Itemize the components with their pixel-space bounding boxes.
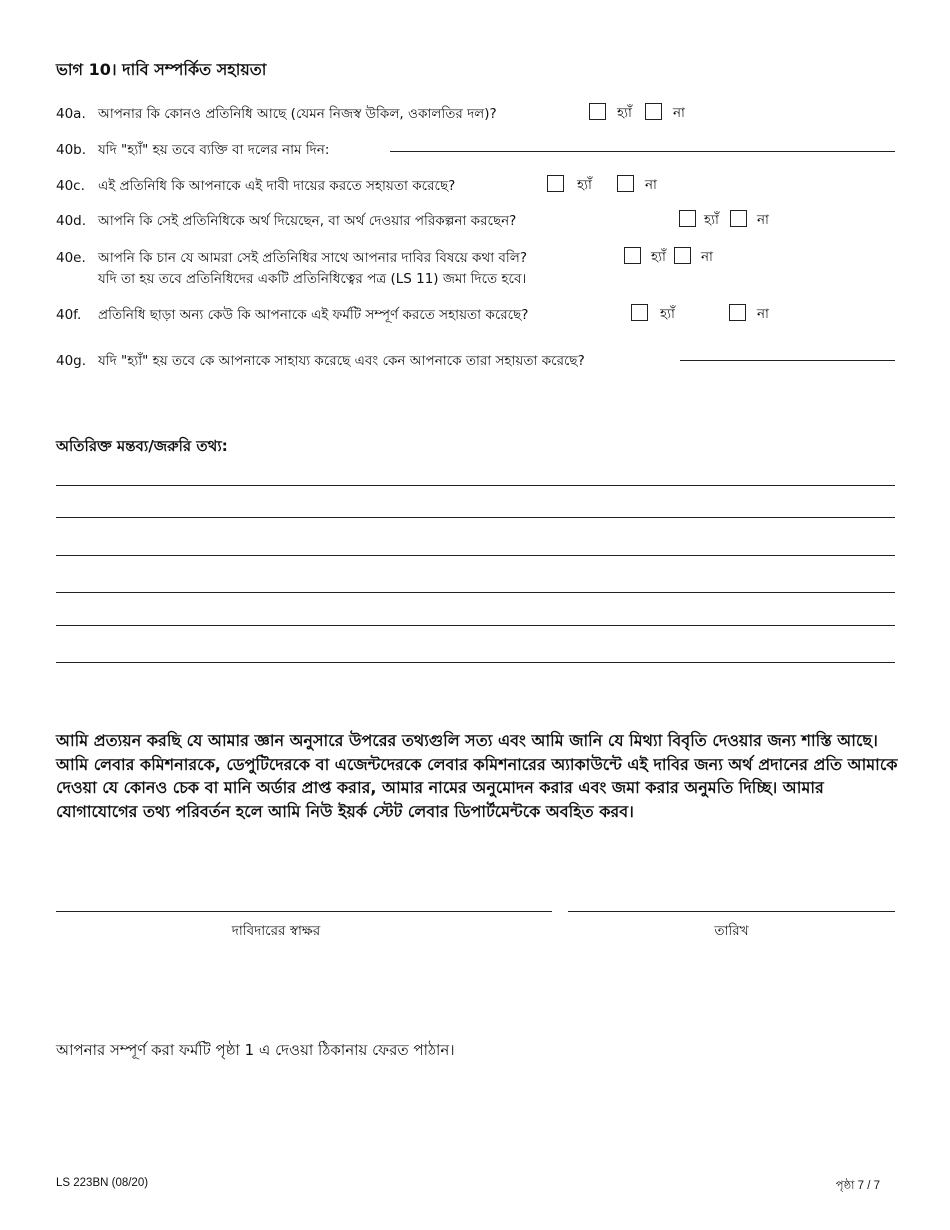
page-number: পৃষ্ঠা 7 / 7: [835, 1180, 880, 1192]
question-text: আপনার কি কোনও প্রতিনিধি আছে (যেমন নিজস্ব উকিল, ওকালতির দল)?: [98, 106, 497, 122]
q40c-no-checkbox[interactable]: [617, 175, 634, 192]
question-text: আপনি কি সেই প্রতিনিধিকে অর্থ দিয়েছেন, বা অর্থ দেওয়ার পরিকল্পনা করছেন?: [98, 213, 517, 229]
question-40b: [56, 139, 329, 162]
question-number: 40d.: [56, 213, 87, 229]
q40e-no-label: না: [701, 249, 713, 265]
q40e-yes-label: হ্যাঁ: [651, 249, 666, 265]
q40f-no-checkbox[interactable]: [729, 304, 746, 321]
q40c-no-label: না: [645, 177, 657, 193]
q40f-no-label: না: [757, 306, 769, 322]
q40d-yes-checkbox[interactable]: [679, 210, 696, 227]
signature-field[interactable]: [56, 911, 552, 912]
question-40c: [56, 175, 455, 198]
question-text: যদি "হ্যাঁ" হয় তবে কে আপনাকে সাহায্য করেছে এবং কেন আপনাকে তারা সহায়তা করেছে?: [98, 353, 585, 369]
question-number: 40g.: [56, 353, 87, 369]
return-instructions: আপনার সম্পূর্ণ করা ফর্মটি পৃষ্ঠা 1 এ দেওয়া ঠিকানায় ফেরত পাঠান।: [56, 1041, 455, 1059]
notes-line[interactable]: [56, 592, 895, 593]
question-text: যদি "হ্যাঁ" হয় তবে ব্যক্তি বা দলের নাম দিন:: [98, 142, 330, 158]
question-number: 40c.: [56, 178, 85, 194]
notes-line[interactable]: [56, 517, 895, 518]
notes-title: অতিরিক্ত মন্তব্য/জরুরি তথ্য:: [56, 437, 228, 455]
certification-statement: আমি প্রত্যয়ন করছি যে আমার জ্ঞান অনুসারে উপরের তথ্যগুলি সত্য এবং আমি জানি যে মিথ্যা বিবৃতি দেওয়ার জন্য শাস্তি আছে। আমি লেবার কমিশনারকে, ডেপুটিদেরকে বা এজেন্টদেরকে লেবার কমিশনারের অ্যাকাউন্টে এই দাবির জন্য অর্থ প্রদানের প্রতি আমাকে দেওয়া যে কোনও চেক বা মানি অর্ডার প্রাপ্ত করার, আমার নামের অনুমোদন করার এবং জমা করার অনুমতি দিচ্ছি। আমার যোগাযোগের তথ্য পরিবর্তন হলে আমি নিউ ইয়র্ক স্টেট লেবার ডিপার্টমেন্টকে অবহিত করব।: [56, 731, 898, 821]
question-40g: [56, 350, 585, 373]
notes-line[interactable]: [56, 625, 895, 626]
form-id: LS 223BN (08/20): [56, 1177, 149, 1189]
question-40f: [56, 304, 528, 327]
question-number: 40b.: [56, 142, 87, 158]
q40f-yes-checkbox[interactable]: [631, 304, 648, 321]
q40b-name-field[interactable]: [390, 151, 895, 152]
q40f-yes-label: হ্যাঁ: [660, 306, 675, 322]
question-text: আপনি কি চান যে আমরা সেই প্রতিনিধির সাথে আপনার দাবির বিষয়ে কথা বলি?: [98, 250, 528, 266]
notes-line[interactable]: [56, 662, 895, 663]
date-field[interactable]: [568, 911, 895, 912]
q40a-no-label: না: [673, 105, 685, 121]
question-40e: [56, 247, 527, 270]
question-40d: [56, 210, 516, 233]
question-number: 40f.: [56, 307, 82, 323]
question-40e-note: যদি তা হয় তবে প্রতিনিধিদের একটি প্রতিনিধিত্বের পত্র (LS 11) জমা দিতে হবে।: [98, 271, 527, 287]
notes-line[interactable]: [56, 485, 895, 486]
question-text: প্রতিনিধি ছাড়া অন্য কেউ কি আপনাকে এই ফর্মটি সম্পূর্ণ করতে সহায়তা করেছে?: [98, 307, 529, 323]
date-label: তারিখ: [714, 923, 749, 939]
question-text: এই প্রতিনিধি কি আপনাকে এই দাবী দায়ের করতে সহায়তা করেছে?: [98, 178, 456, 194]
q40a-no-checkbox[interactable]: [645, 103, 662, 120]
question-number: 40e.: [56, 250, 86, 266]
question-40a: [56, 103, 497, 126]
q40d-yes-label: হ্যাঁ: [704, 212, 719, 228]
q40d-no-checkbox[interactable]: [730, 210, 747, 227]
q40c-yes-label: হ্যাঁ: [577, 177, 592, 193]
q40e-no-checkbox[interactable]: [674, 247, 691, 264]
notes-line[interactable]: [56, 555, 895, 556]
q40c-yes-checkbox[interactable]: [547, 175, 564, 192]
signature-label: দাবিদারের স্বাক্ষর: [231, 923, 321, 939]
question-number: 40a.: [56, 106, 86, 122]
section-title: ভাগ 10। দাবি সম্পর্কিত সহায়তা: [56, 60, 267, 79]
q40e-yes-checkbox[interactable]: [624, 247, 641, 264]
q40g-answer-field[interactable]: [680, 360, 895, 361]
q40d-no-label: না: [757, 212, 769, 228]
q40a-yes-checkbox[interactable]: [589, 103, 606, 120]
q40a-yes-label: হ্যাঁ: [617, 105, 632, 121]
